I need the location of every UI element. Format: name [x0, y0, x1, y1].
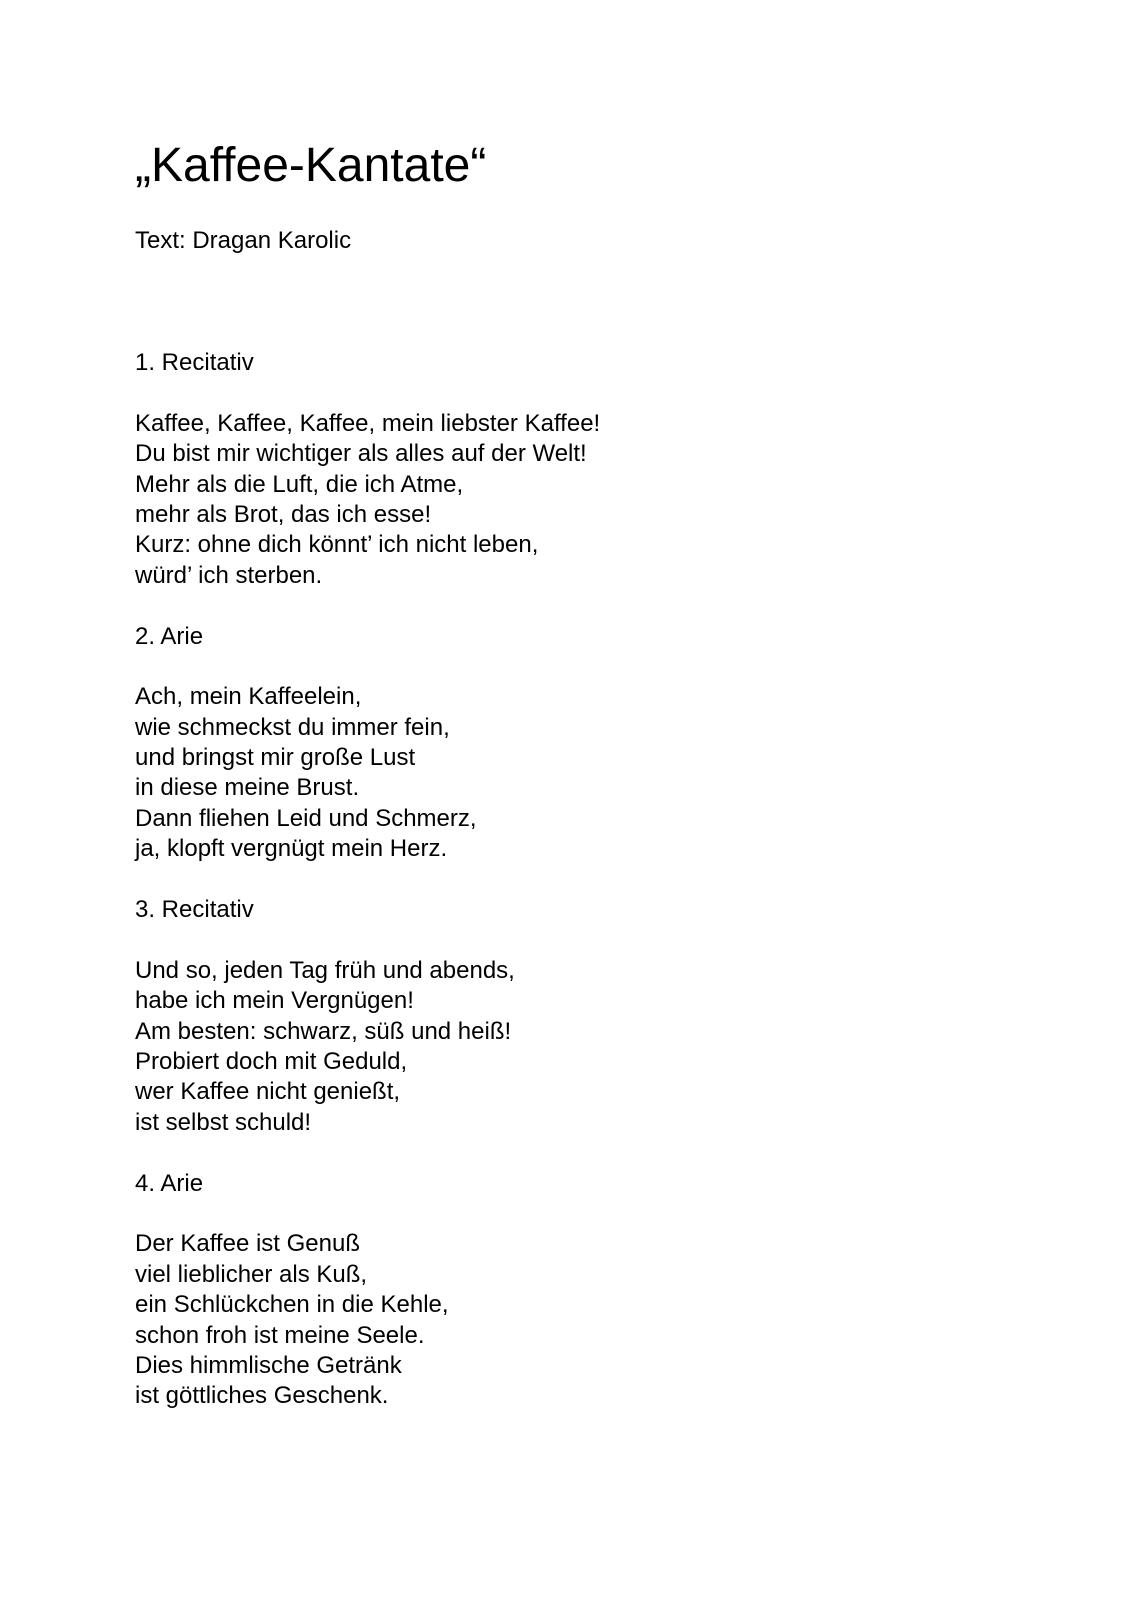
spacer	[135, 1199, 600, 1229]
verse-line: Probiert doch mit Geduld,	[135, 1047, 408, 1075]
verse-line: mehr als Brot, das ich esse!	[135, 500, 432, 528]
verse-line: Du bist mir wichtiger als alles auf der Welt!	[135, 440, 587, 468]
verse-line: ist göttliches Geschenk.	[135, 1382, 389, 1410]
section-heading: 2. Arie	[135, 622, 204, 650]
verse-line: und bringst mir große Lust	[135, 744, 416, 772]
section-3	[135, 895, 600, 1169]
verse-line: schon froh ist meine Seele.	[135, 1321, 425, 1349]
verse-line: Der Kaffee ist Genuß	[135, 1230, 360, 1258]
verse-line: Dies himmlische Getränk	[135, 1351, 402, 1379]
verse-line: wie schmeckst du immer fein,	[135, 713, 450, 741]
section-4	[135, 1169, 600, 1412]
verse-line: Kaffee, Kaffee, Kaffee, mein liebster Kaffee!	[135, 409, 601, 437]
verse-line: Ach, mein Kaffeelein,	[135, 683, 362, 711]
section-heading: 4. Arie	[135, 1169, 204, 1197]
verse-line: habe ich mein Vergnügen!	[135, 987, 414, 1015]
verse-line: Kurz: ohne dich könnt’ ich nicht leben,	[135, 531, 539, 559]
section-2	[135, 622, 600, 896]
spacer	[135, 591, 600, 621]
verse-line: Am besten: schwarz, süß und heiß!	[135, 1017, 512, 1045]
verse-line: in diese meine Brust.	[135, 774, 360, 802]
verse-line: wer Kaffee nicht genießt,	[135, 1078, 401, 1106]
section-1	[135, 348, 600, 622]
spacer	[135, 652, 600, 682]
spacer	[135, 925, 600, 955]
verse-line: ja, klopft vergnügt mein Herz.	[135, 835, 448, 863]
verse-line: würd’ ich sterben.	[135, 561, 323, 589]
verse-line: ist selbst schuld!	[135, 1108, 312, 1136]
document-title: „Kaffee-Kantate“	[135, 139, 487, 192]
verse-line: viel lieblicher als Kuß,	[135, 1260, 368, 1288]
verse-line: Und so, jeden Tag früh und abends,	[135, 956, 515, 984]
sections-container	[135, 348, 600, 1412]
author-credit: Text: Dragan Karolic	[135, 227, 352, 254]
verse-line: Dann fliehen Leid und Schmerz,	[135, 804, 477, 832]
spacer	[135, 865, 600, 895]
section-heading: 1. Recitativ	[135, 349, 254, 376]
section-heading: 3. Recitativ	[135, 896, 254, 924]
verse-line: Mehr als die Luft, die ich Atme,	[135, 470, 464, 498]
verse-line: ein Schlückchen in die Kehle,	[135, 1291, 449, 1319]
spacer	[135, 378, 600, 408]
spacer	[135, 1138, 600, 1168]
